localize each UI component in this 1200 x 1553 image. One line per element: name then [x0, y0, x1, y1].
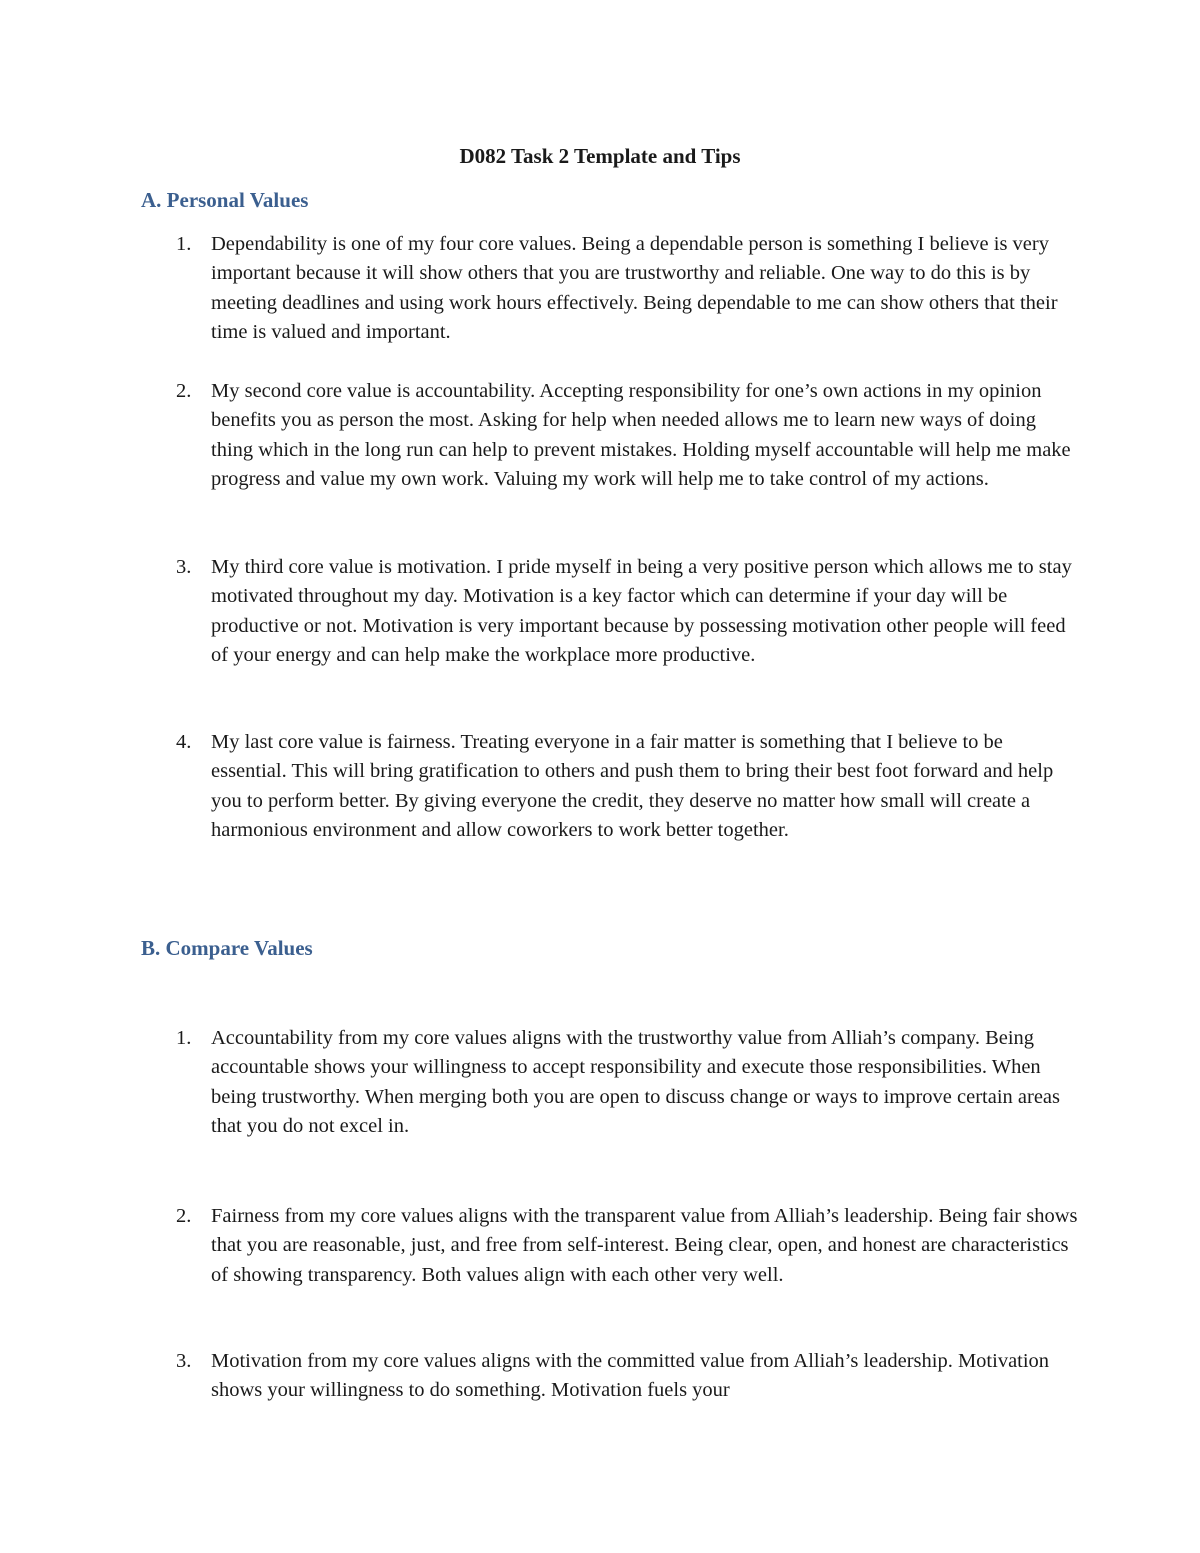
list-item-text: Fairness from my core values aligns with the transparent value from Alliah’s leadership. Being fair shows that you are reasonable, just, and free from self-interest. Being clear, open, and honest are characteristics of showing transparency. Both values align with each other very well. — [211, 1205, 1078, 1286]
list-item-number: 3. — [176, 556, 192, 578]
list-item-text: Motivation from my core values aligns with the committed value from Alliah’s leadership. Motivation shows your willingness to do something. Motivation fuels your — [211, 1350, 1050, 1402]
section-heading-compare-values: B. Compare Values — [141, 936, 313, 960]
section-heading-personal-values: A. Personal Values — [141, 188, 309, 212]
document-title: D082 Task 2 Template and Tips — [459, 144, 741, 168]
list-item-number: 2. — [176, 1205, 192, 1227]
list-item-number: 4. — [176, 731, 192, 753]
list-item-text: My third core value is motivation. I pride myself in being a very positive person which allows me to stay motivated throughout my day. Motivation is a key factor which can determine if your day will be productive or not. Motivation is very important because by possessing motivation other people will feed of your energy and can help make the workplace more productive. — [211, 556, 1072, 667]
list-item-text: My last core value is fairness. Treating everyone in a fair matter is something that I believe to be essential. This will bring gratification to others and push them to bring their best foot forward and help you to perform better. By giving everyone the credit, they deserve no matter how small will create a harmonious environment and allow coworkers to work better together. — [211, 731, 1054, 842]
list-item-text: Accountability from my core values aligns with the trustworthy value from Alliah’s company. Being accountable shows your willingness to accept responsibility and execute those responsibilities. When being trustworthy. When merging both you are open to discuss change or ways to improve certain areas that you do not excel in. — [211, 1027, 1061, 1138]
list-item-text: My second core value is accountability. Accepting responsibility for one’s own actions in my opinion benefits you as person the most. Asking for help when needed allows me to learn new ways of doing thing which in the long run can help to prevent mistakes. Holding myself accountable will help me make progress and value my own work. Valuing my work will help me to take control of my actions. — [211, 380, 1071, 491]
list-item-number: 1. — [176, 233, 192, 255]
list-item-number: 1. — [176, 1027, 192, 1049]
list-item-number: 2. — [176, 380, 192, 402]
list-item-text: Dependability is one of my four core values. Being a dependable person is something I believe is very important because it will show others that you are trustworthy and reliable. One way to do this is by meeting deadlines and using work hours effectively. Being dependable to me can show others that their time is valued and important. — [211, 233, 1058, 344]
list-item-number: 3. — [176, 1350, 192, 1372]
